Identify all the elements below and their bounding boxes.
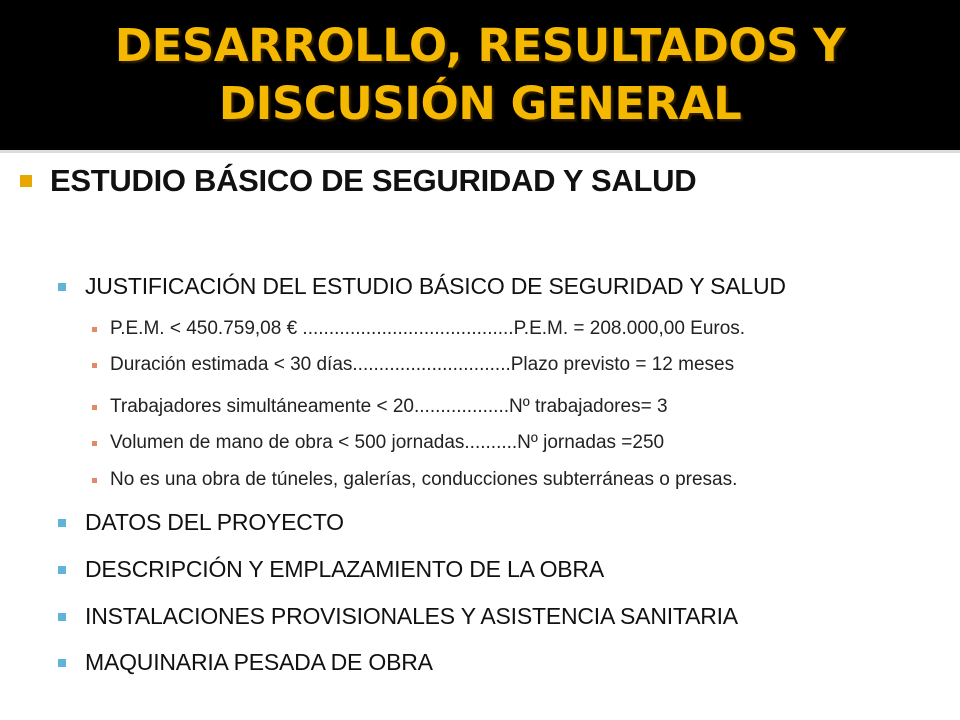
heading-text: ESTUDIO BÁSICO DE SEGURIDAD Y SALUD [50, 163, 697, 198]
sub-item-text: Duración estimada < 30 días..............................Plazo previsto = 12 meses [110, 354, 735, 375]
section-item [58, 509, 344, 536]
sub-item [92, 354, 734, 376]
section-item-justificacion [58, 273, 786, 300]
section-label: INSTALACIONES PROVISIONALES Y ASISTENCIA SANITARIA [85, 603, 738, 629]
sub-item-text: No es una obra de túneles, galerías, conducciones subterráneas o presas. [110, 469, 738, 490]
square-bullet-icon [58, 566, 66, 574]
section-item [58, 556, 604, 583]
square-bullet-icon [92, 327, 97, 332]
sub-item [92, 396, 668, 418]
sub-item-text: Volumen de mano de obra < 500 jornadas..........Nº jornadas =250 [110, 432, 665, 453]
sub-item [92, 432, 664, 454]
section-label: MAQUINARIA PESADA DE OBRA [85, 649, 433, 675]
section-label: DESCRIPCIÓN Y EMPLAZAMIENTO DE LA OBRA [85, 556, 604, 582]
sub-item [92, 469, 737, 491]
sub-item-text: Trabajadores simultáneamente < 20..................Nº trabajadores= 3 [110, 396, 668, 417]
slide-title [115, 17, 846, 133]
square-bullet-icon [92, 478, 97, 483]
square-bullet-icon [58, 283, 66, 291]
sub-item-text: P.E.M. < 450.759,08 € ........................................P.E.M. = 208.000,00 Euros. [110, 318, 746, 339]
square-bullet-icon [92, 405, 97, 410]
slide-title-line-2: DISCUSIÓN GENERAL [218, 77, 742, 130]
slide-title-line-1: DESARROLLO, RESULTADOS Y [114, 19, 846, 72]
sub-item [92, 318, 745, 340]
title-divider [0, 150, 960, 153]
heading-item [20, 163, 696, 199]
section-item [58, 649, 433, 676]
section-label: JUSTIFICACIÓN DEL ESTUDIO BÁSICO DE SEGURIDAD Y SALUD [85, 273, 786, 299]
section-label: DATOS DEL PROYECTO [85, 509, 344, 535]
square-bullet-icon [92, 363, 97, 368]
square-bullet-icon [20, 175, 32, 187]
square-bullet-icon [58, 659, 66, 667]
section-item [58, 603, 738, 630]
square-bullet-icon [58, 613, 66, 621]
square-bullet-icon [92, 441, 97, 446]
title-bar [0, 0, 960, 150]
square-bullet-icon [58, 519, 66, 527]
